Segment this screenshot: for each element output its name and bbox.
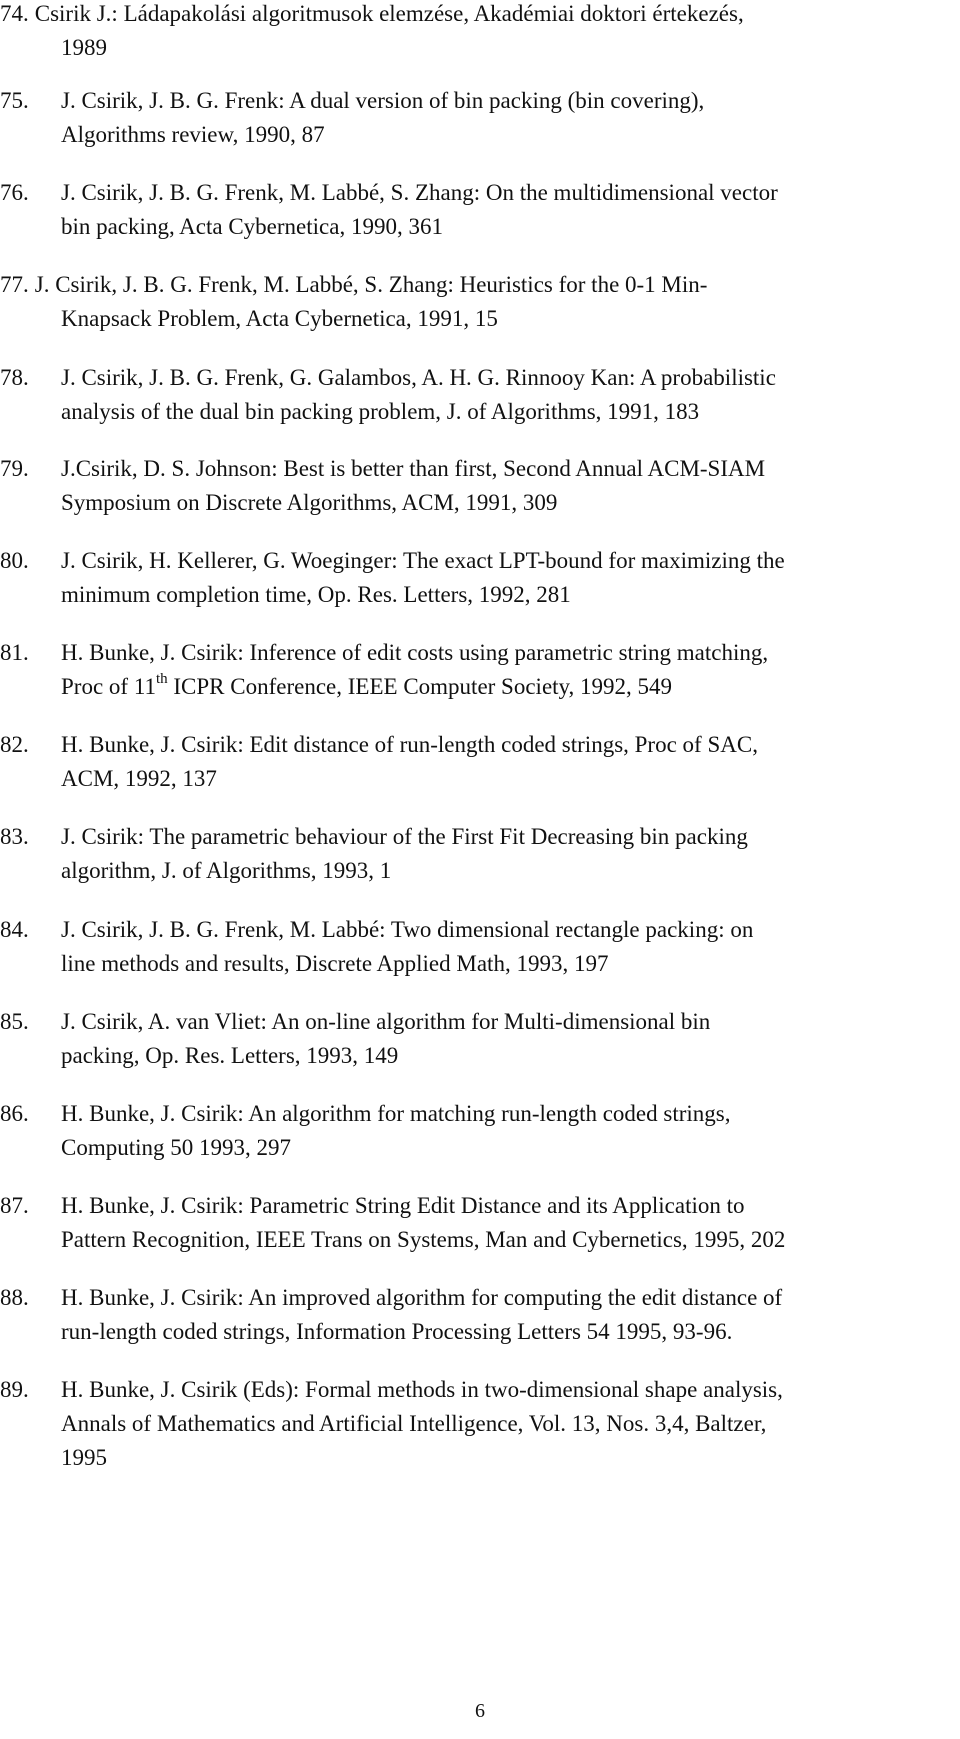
reference-line: J.Csirik, D. S. Johnson: Best is better than first, Second Annual ACM-SIAM (61, 456, 766, 481)
reference-87 (0, 1189, 958, 1257)
reference-line: J. Csirik, H. Kellerer, G. Woeginger: The exact LPT-bound for maximizing the (61, 548, 785, 573)
reference-number: 84. (0, 917, 29, 942)
reference-line: J. Csirik, J. B. G. Frenk: A dual version of bin packing (bin covering), (61, 88, 705, 113)
reference-number: 88. (0, 1285, 29, 1310)
reference-number: 79. (0, 456, 29, 481)
reference-82 (0, 728, 958, 796)
reference-line: J. Csirik, J. B. G. Frenk, M. Labbé: Two dimensional rectangle packing: on (61, 917, 754, 942)
reference-line: minimum completion time, Op. Res. Letters, 1992, 281 (61, 582, 571, 607)
reference-89 (0, 1373, 958, 1475)
reference-line: Pattern Recognition, IEEE Trans on Systems, Man and Cybernetics, 1995, 202 (61, 1227, 786, 1252)
reference-line: run-length coded strings, Information Processing Letters 54 1995, 93-96. (61, 1319, 733, 1344)
reference-number: 82. (0, 732, 29, 757)
reference-line: J. Csirik, J. B. G. Frenk, M. Labbé, S. Zhang: On the multidimensional vector (61, 180, 778, 205)
reference-line: packing, Op. Res. Letters, 1993, 149 (61, 1043, 399, 1068)
reference-number: 87. (0, 1193, 29, 1218)
reference-line: H. Bunke, J. Csirik: Parametric String Edit Distance and its Application to (61, 1193, 745, 1218)
reference-line: Annals of Mathematics and Artificial Intelligence, Vol. 13, Nos. 3,4, Baltzer, (61, 1411, 767, 1436)
reference-number: 81. (0, 640, 29, 665)
reference-line: algorithm, J. of Algorithms, 1993, 1 (61, 858, 392, 883)
reference-line: Proc of 11th ICPR Conference, IEEE Computer Society, 1992, 549 (61, 671, 673, 699)
reference-number: 89. (0, 1377, 29, 1402)
reference-line: J. Csirik: The parametric behaviour of the First Fit Decreasing bin packing (61, 824, 748, 849)
reference-number: 77. (0, 272, 29, 297)
reference-line: 1989 (61, 35, 107, 60)
reference-77 (0, 268, 958, 336)
reference-81 (0, 636, 958, 704)
reference-line: H. Bunke, J. Csirik (Eds): Formal methods in two-dimensional shape analysis, (61, 1377, 783, 1402)
reference-74 (0, 0, 958, 65)
reference-line: Computing 50 1993, 297 (61, 1135, 292, 1160)
reference-number: 86. (0, 1101, 29, 1126)
reference-number: 85. (0, 1009, 29, 1034)
reference-line: Csirik J.: Ládapakolási algoritmusok elemzése, Akadémiai doktori értekezés, (34, 1, 744, 26)
reference-line: analysis of the dual bin packing problem, J. of Algorithms, 1991, 183 (61, 399, 700, 424)
reference-line: H. Bunke, J. Csirik: An improved algorithm for computing the edit distance of (61, 1285, 783, 1310)
reference-88 (0, 1281, 958, 1349)
reference-line: bin packing, Acta Cybernetica, 1990, 361 (61, 214, 443, 239)
page-number: 6 (475, 1700, 485, 1722)
reference-line: Algorithms review, 1990, 87 (61, 122, 325, 147)
reference-line: H. Bunke, J. Csirik: Edit distance of run-length coded strings, Proc of SAC, (61, 732, 758, 757)
reference-83 (0, 820, 958, 888)
reference-line: Knapsack Problem, Acta Cybernetica, 1991, 15 (61, 306, 498, 331)
ordinal-superscript: th (155, 671, 168, 688)
reference-number: 80. (0, 548, 29, 573)
reference-number: 76. (0, 180, 29, 205)
reference-line: J. Csirik, J. B. G. Frenk, G. Galambos, A. H. G. Rinnooy Kan: A probabilistic (61, 365, 776, 390)
reference-number: 75. (0, 88, 29, 113)
reference-line: J. Csirik, J. B. G. Frenk, M. Labbé, S. Zhang: Heuristics for the 0-1 Min- (34, 272, 708, 297)
reference-number: 74. (0, 1, 29, 26)
reference-76 (0, 176, 958, 244)
reference-78 (0, 361, 958, 429)
reference-line: H. Bunke, J. Csirik: Inference of edit costs using parametric string matching, (61, 640, 769, 665)
reference-number: 78. (0, 365, 29, 390)
reference-number: 83. (0, 824, 29, 849)
reference-86 (0, 1097, 958, 1165)
reference-line: ACM, 1992, 137 (61, 766, 217, 791)
reference-line: J. Csirik, A. van Vliet: An on-line algorithm for Multi-dimensional bin (61, 1009, 711, 1034)
reference-line: Symposium on Discrete Algorithms, ACM, 1991, 309 (61, 490, 558, 515)
reference-85 (0, 1005, 958, 1073)
reference-line: 1995 (61, 1445, 107, 1470)
reference-84 (0, 913, 958, 981)
reference-79 (0, 452, 958, 520)
reference-80 (0, 544, 958, 612)
reference-75 (0, 84, 958, 152)
reference-line: line methods and results, Discrete Applied Math, 1993, 197 (61, 951, 609, 976)
reference-line: H. Bunke, J. Csirik: An algorithm for matching run-length coded strings, (61, 1101, 731, 1126)
